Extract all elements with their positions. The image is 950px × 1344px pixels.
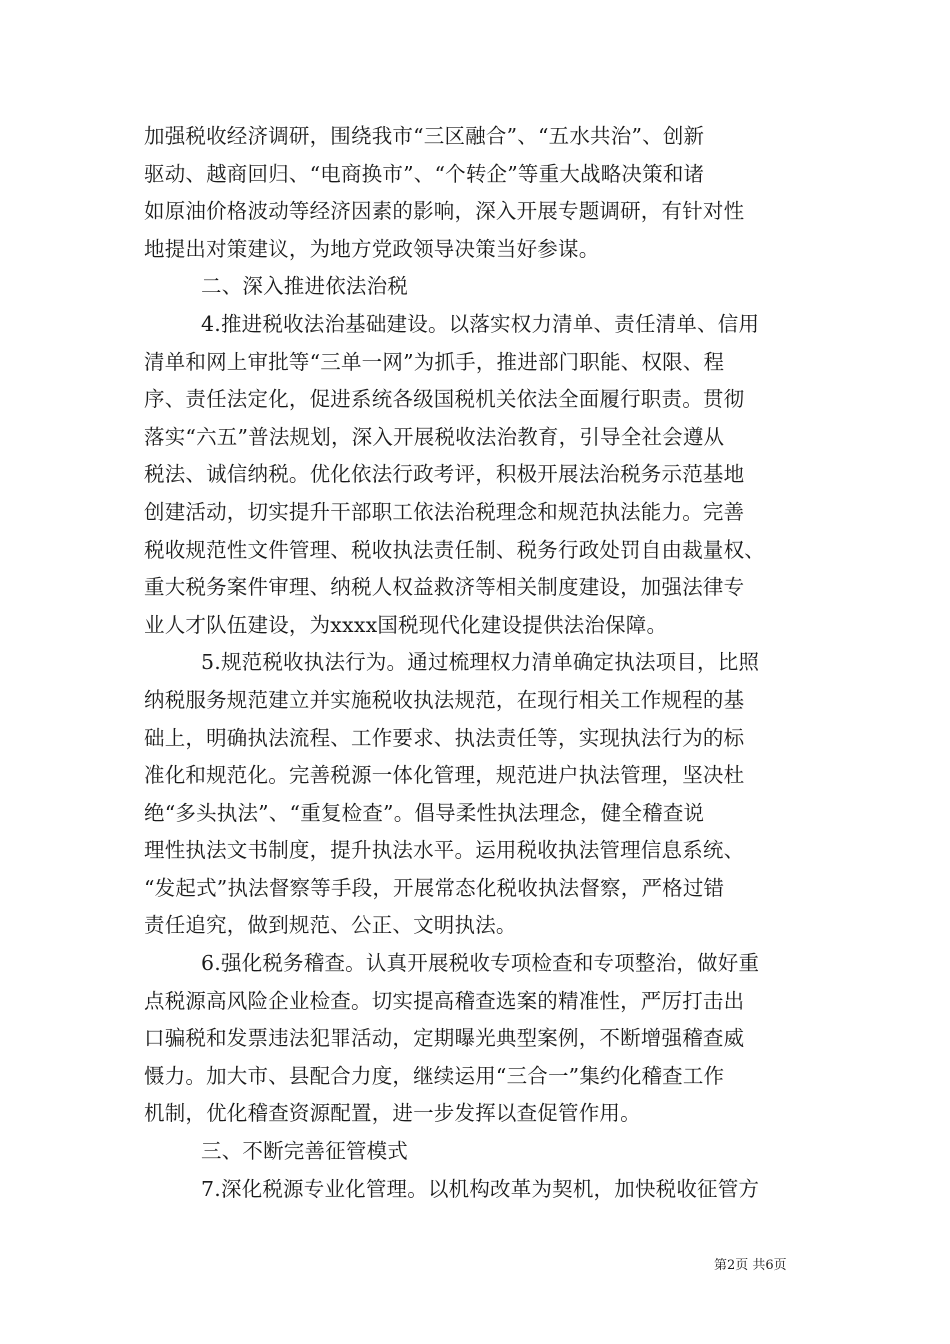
page-number: 第2页 共6页 <box>714 1258 787 1273</box>
text-line: 础上，明确执法流程、工作要求、执法责任等，实现执法行为的标 <box>144 725 745 750</box>
text-line: 重大税务案件审理、纳税人权益救济等相关制度建设，加强法律专 <box>144 575 745 600</box>
paragraph-start: 7.深化税源专业化管理。以机构改革为契机，加快税收征管方 <box>201 1176 760 1201</box>
text-line: 绝“多头执法”、“重复检查”。倡导柔性执法理念，健全稽查说 <box>144 800 705 825</box>
paragraph-start: 5.规范税收执法行为。通过梳理权力清单确定执法项目，比照 <box>201 650 760 675</box>
text-line: 如原油价格波动等经济因素的影响，深入开展专题调研，有针对性 <box>144 199 745 224</box>
text-line: 序、责任法定化，促进系统各级国税机关依法全面履行职责。贯彻 <box>144 387 745 412</box>
text-line: 驱动、越商回归、“电商换市”、“个转企”等重大战略决策和诸 <box>144 161 705 186</box>
text-line: 理性执法文书制度，提升执法水平。运用税收执法管理信息系统、 <box>144 838 745 863</box>
text-line: 准化和规范化。完善税源一体化管理，规范进户执法管理，坚决杜 <box>144 763 745 788</box>
text-line: 税收规范性文件管理、税收执法责任制、税务行政处罚自由裁量权、 <box>144 537 765 562</box>
text-line: 落实“六五”普法规划，深入开展税收法治教育，引导全社会遵从 <box>144 424 725 449</box>
text-line: 纳税服务规范建立并实施税收执法规范，在现行相关工作规程的基 <box>144 687 745 712</box>
text-line: 责任追究，做到规范、公正、文明执法。 <box>144 913 517 938</box>
text-line: 税法、诚信纳税。优化依法行政考评，积极开展法治税务示范基地 <box>144 462 745 487</box>
text-line: 机制，优化稽查资源配置，进一步发挥以查促管作用。 <box>144 1101 641 1126</box>
text-line: “发起式”执法督察等手段，开展常态化税收执法督察，严格过错 <box>144 875 725 900</box>
section-heading: 三、不断完善征管模式 <box>201 1139 408 1164</box>
document-body <box>144 118 824 1208</box>
text-line: 创建活动，切实提升干部职工依法治税理念和规范执法能力。完善 <box>144 499 745 524</box>
text-line: 慑力。加大市、县配合力度，继续运用“三合一”集约化稽查工作 <box>144 1063 725 1088</box>
paragraph-start: 6.强化税务稽查。认真开展税收专项检查和专项整治，做好重 <box>201 951 760 976</box>
text-line: 加强税收经济调研，围绕我市“三区融合”、“五水共治”、创新 <box>144 124 705 148</box>
text-line: 地提出对策建议，为地方党政领导决策当好参谋。 <box>144 236 600 261</box>
text-line: 点税源高风险企业检查。切实提高稽查选案的精准性，严厉打击出 <box>144 988 745 1013</box>
text-line: 口骗税和发票违法犯罪活动，定期曝光典型案例，不断增强稽查威 <box>144 1026 745 1051</box>
paragraph-start: 4.推进税收法治基础建设。以落实权力清单、责任清单、信用 <box>201 311 760 336</box>
section-heading: 二、深入推进依法治税 <box>201 274 408 299</box>
text-line: 业人才队伍建设，为xxxx国税现代化建设提供法治保障。 <box>144 612 668 637</box>
text-line: 清单和网上审批等“三单一网”为抓手，推进部门职能、权限、程 <box>144 349 725 374</box>
